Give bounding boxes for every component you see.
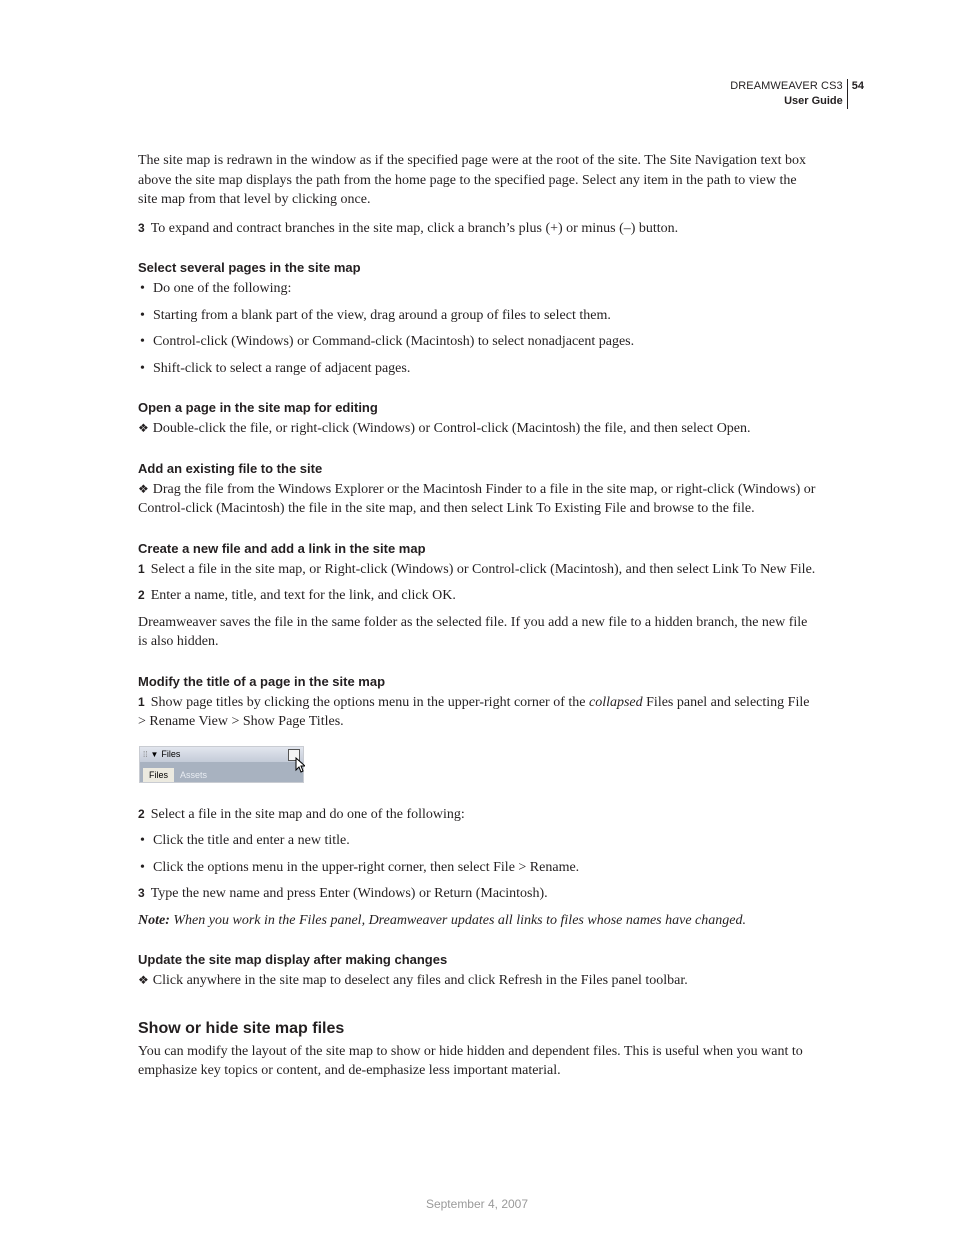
step-text: Enter a name, title, and text for the link, and click OK.: [150, 588, 456, 603]
single-step-icon: ❖: [138, 973, 149, 987]
step-number: 2: [138, 588, 145, 602]
step-number: 2: [138, 806, 145, 821]
note-label: Note:: [138, 912, 170, 928]
bullet-glyph: •: [140, 307, 145, 323]
heading-create-new: Create a new file and add a link in the site map: [138, 540, 426, 556]
bullet-glyph: •: [140, 334, 145, 349]
bullet-glyph: •: [140, 281, 145, 296]
step-text: Type the new name and press Enter (Windows) or Return (Macintosh).: [150, 886, 548, 901]
list-item-text: Click the title and enter a new title.: [153, 833, 350, 848]
step-expand: [138, 219, 818, 239]
step-text: Select a file in the site map and do one of the following:: [150, 806, 465, 822]
product-name: DREAMWEAVER CS3: [730, 80, 843, 92]
step-item: [138, 693, 818, 732]
single-step-text: Click anywhere in the site map to deselect any files and click Refresh in the Files panel toolbar.: [152, 973, 688, 988]
list-item: [138, 359, 818, 379]
single-step-text: Double-click the file, or right-click (Windows) or Control-click (Macintosh) the file, and then select Open.: [152, 421, 751, 436]
list-item-text: Shift-click to select a range of adjacent pages.: [153, 360, 411, 376]
tab-files: Files: [143, 768, 174, 782]
list-item-text: Click the options menu in the upper-right corner, then select File > Rename.: [153, 859, 580, 875]
list-item-text: Do one of the following:: [153, 281, 292, 296]
step-number: 1: [138, 694, 145, 709]
list-item-text: Control-click (Windows) or Command-click (Macintosh) to select nonadjacent pages.: [153, 334, 635, 349]
page-number: 54: [851, 80, 864, 92]
single-step-icon: ❖: [138, 481, 149, 496]
guide-name: User Guide: [784, 95, 843, 107]
step-text: Select a file in the site map, or Right-click (Windows) or Control-click (Macintosh), and then select Link To New File.: [150, 561, 816, 577]
heading-add-existing: Add an existing file to the site: [138, 460, 323, 476]
heading-select-several: Select several pages in the site map: [138, 260, 361, 275]
create-new-paragraph: Dreamweaver saves the file in the same folder as the selected file. If you add a new file to a hidden branch, the new file is also hidden.: [138, 614, 808, 649]
single-step-text: Drag the file from the Windows Explorer or the Macintosh Finder to a file in the site map, or right-click (Windows) or Control-click (Macintosh) the file in the site map, and then select Link To Existing File and browse to the file.: [138, 481, 816, 516]
grip-icon: ⁞⁞: [143, 749, 148, 759]
step-item: [138, 586, 818, 606]
heading-open-page: Open a page in the site map for editing: [138, 400, 378, 415]
intro-paragraph: The site map is redrawn in the window as if the specified page were at the root of the site. The Site Navigation text box above the site map displays the path from the home page to the specified page. Select any item in the path to view the site map from that level by clicking once.: [138, 153, 807, 207]
list-item: [138, 858, 818, 878]
heading-update-display: Update the site map display after making changes: [138, 952, 448, 967]
single-step-icon: ❖: [138, 421, 149, 435]
collapse-triangle-icon: ▼: [150, 749, 159, 759]
heading-modify-title: Modify the title of a page in the site map: [138, 673, 386, 689]
step-number: 1: [138, 561, 145, 576]
step-text: Show page titles by clicking the options menu in the upper-right corner of the: [150, 694, 589, 710]
page-header: [730, 79, 864, 109]
tab-assets: Assets: [180, 769, 208, 780]
header-titles: [730, 79, 848, 109]
single-step: [138, 971, 818, 991]
heading-show-hide: Show or hide site map files: [138, 1019, 345, 1037]
list-item: [138, 831, 818, 851]
files-panel-screenshot: [139, 746, 304, 783]
list-item-text: Starting from a blank part of the view, drag around a group of files to select them.: [153, 307, 611, 323]
show-hide-paragraph: You can modify the layout of the site map to show or hide hidden and dependent files. This is useful when you want to emphasize key topics or content, and de-emphasize less important material.: [138, 1043, 803, 1078]
panel-title-bar: [140, 747, 303, 762]
bullet-glyph: •: [140, 833, 145, 848]
list-item: [138, 306, 818, 326]
bullet-glyph: •: [140, 859, 145, 875]
step-text: Files panel and selecting File > Rename View > Show Page Titles.: [138, 694, 810, 729]
panel-tabs: [140, 762, 303, 782]
page-content: [138, 151, 818, 1090]
step-number: 3: [138, 886, 145, 900]
step-text: To expand and contract branches in the site map, click a branch’s plus (+) or minus (–) button.: [150, 220, 679, 236]
footer-date: September 4, 2007: [425, 1197, 529, 1211]
single-step: [138, 480, 818, 519]
note: [138, 911, 818, 931]
cursor-icon: [295, 757, 305, 773]
list-item: [138, 332, 818, 352]
panel-title: Files: [161, 749, 181, 759]
step-item: [138, 884, 818, 904]
step-number: 3: [138, 220, 145, 235]
step-item: [138, 805, 818, 825]
bullet-glyph: •: [140, 360, 145, 376]
list-item: [138, 279, 818, 299]
emphasis-text: collapsed: [588, 694, 643, 710]
note-text: When you work in the Files panel, Dreamweaver updates all links to files whose names have changed.: [169, 912, 746, 928]
step-item: [138, 560, 818, 580]
single-step: [138, 419, 818, 439]
